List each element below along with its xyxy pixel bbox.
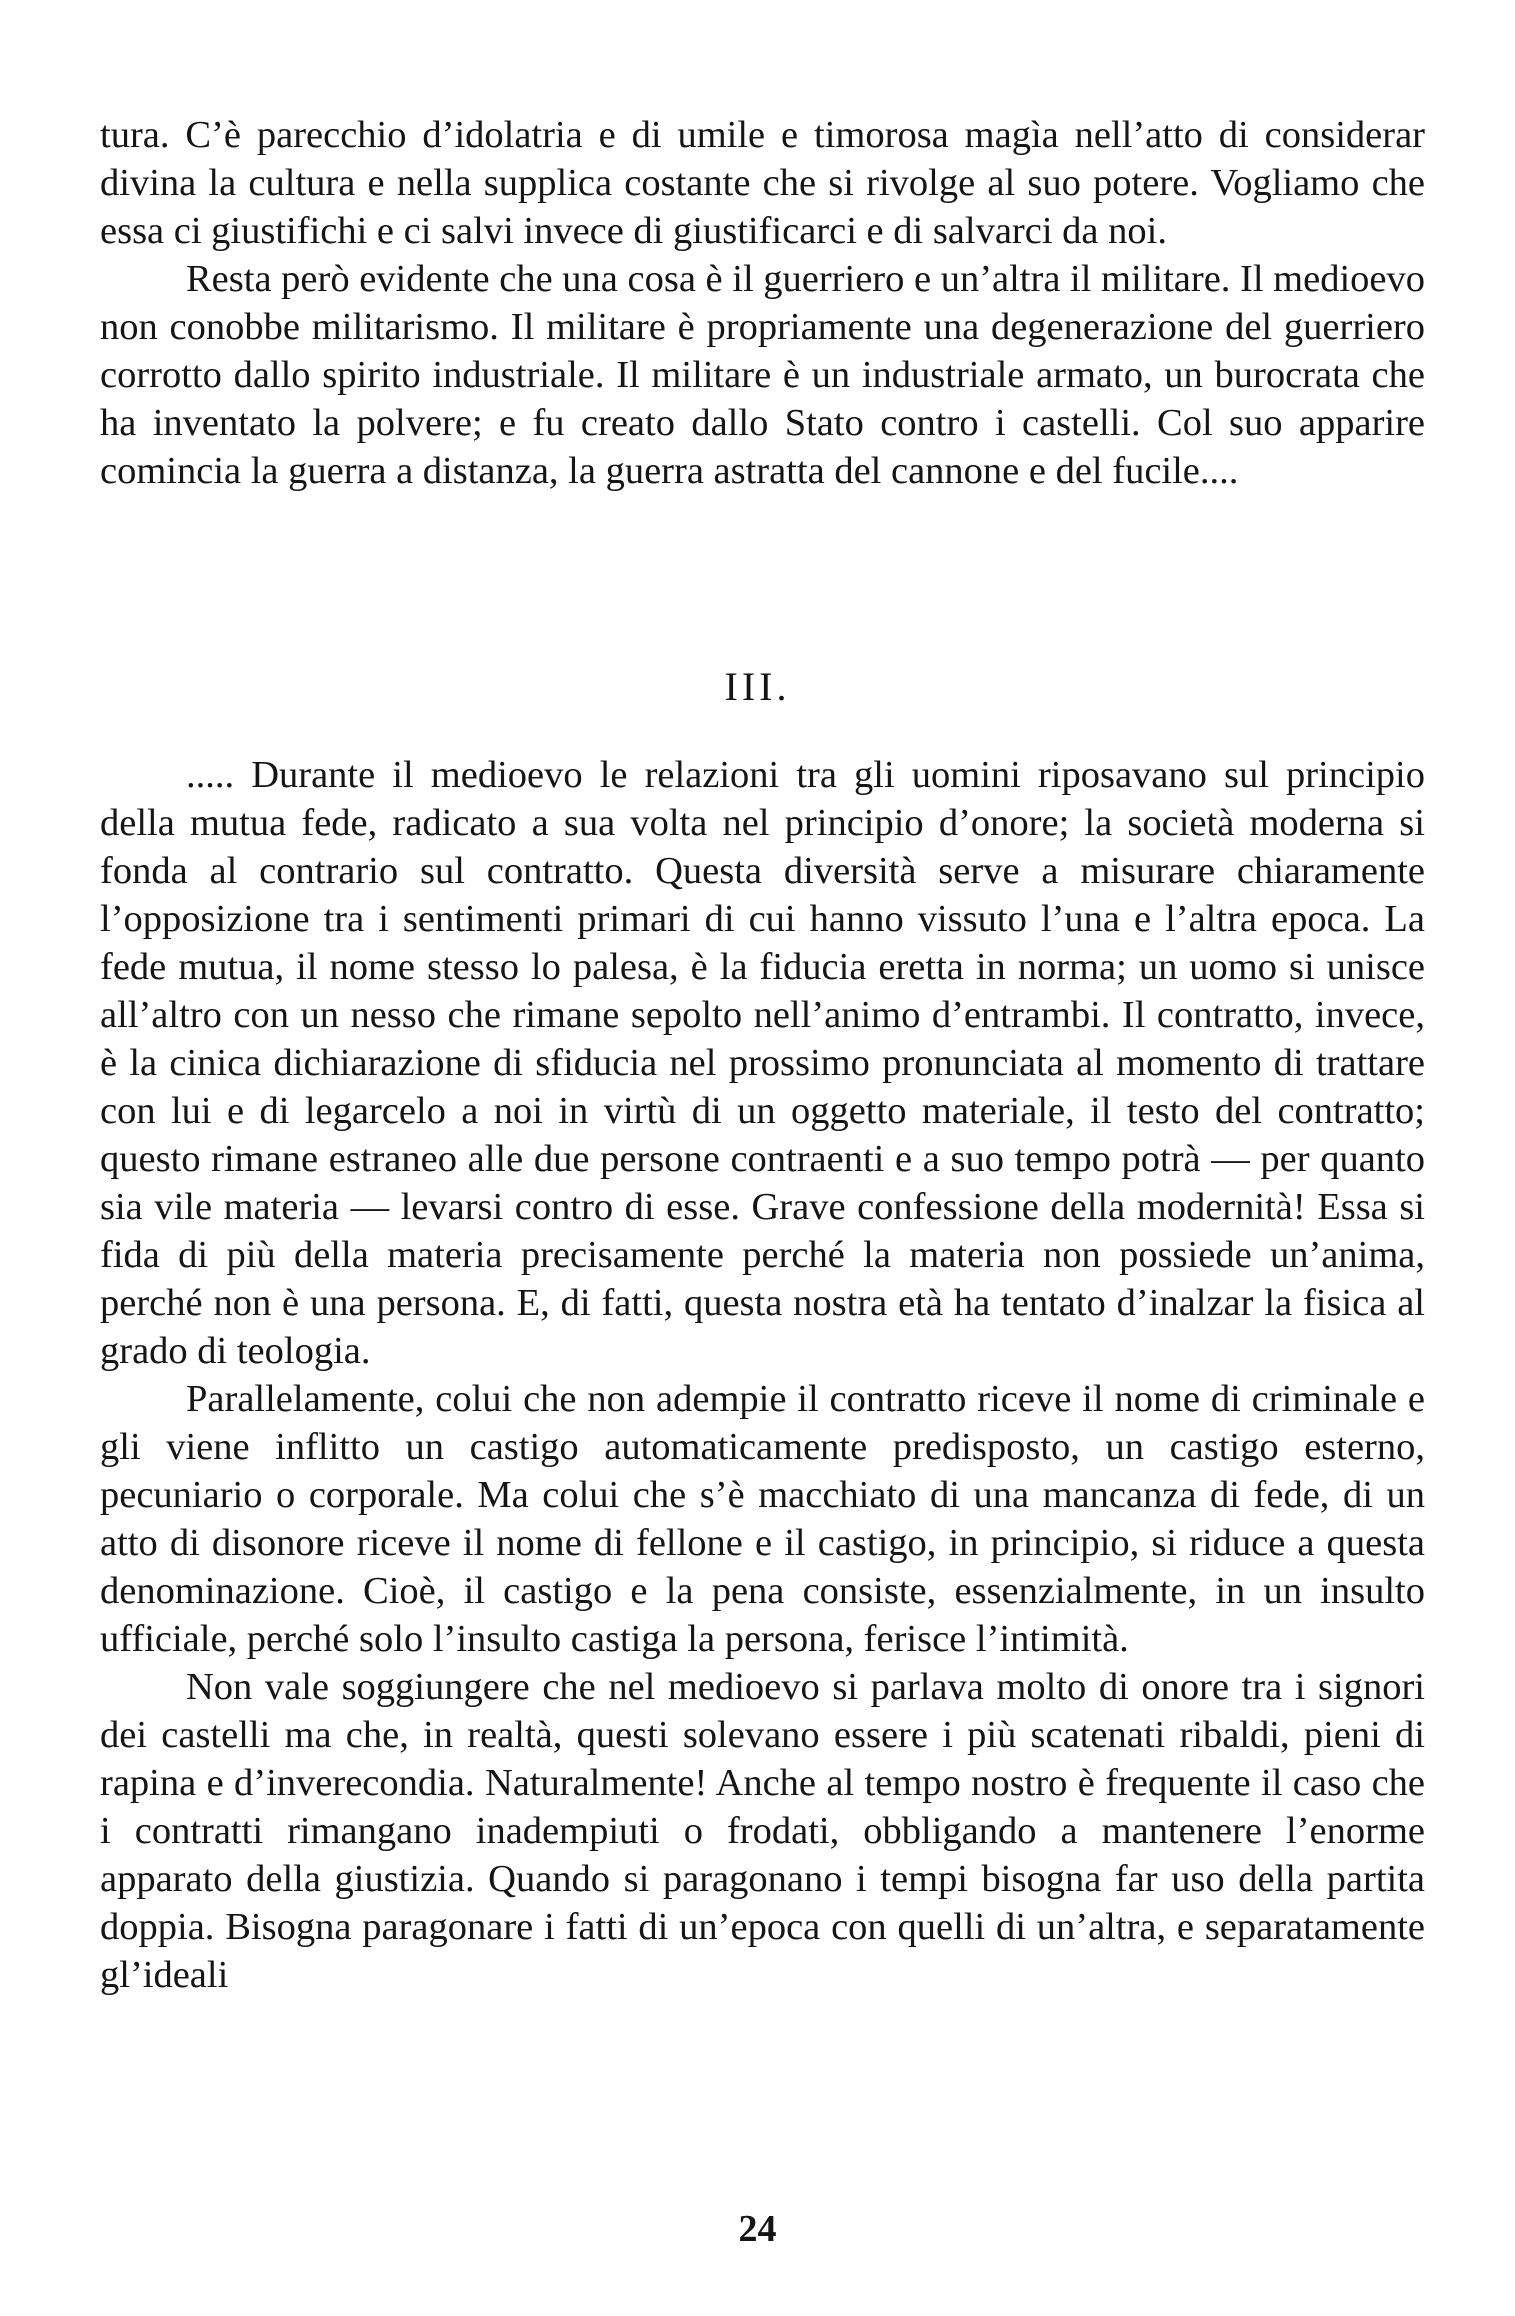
paragraph-parallelamente: Parallelamente, colui che non adempie il contratto riceve il nome di criminale e gli viene inflitto un castigo automaticamente predisposto, un castigo esterno, pecuniario o corporale. Ma colui che s’è macchiato di una mancanza di fede, di un atto di disonore riceve il nome di fellone e il castigo, in principio, si riduce a questa denominazione. Cioè, il castigo e la pena consiste, essenzialmente, in un insulto ufficiale, perché solo l’insulto castiga la persona, ferisce l’intimità. bbox=[100, 1378, 1425, 1660]
paragraph-continuation: tura. C’è parecchio d’idolatria e di umile e timorosa magìa nell’atto di considerar divina la cultura e nella supplica costante che si rivolge al suo potere. Vogliamo che essa ci giustifichi e ci salvi invece di giustificarci e di salvarci da noi. bbox=[100, 114, 1425, 252]
section-heading: III. bbox=[724, 664, 791, 709]
paragraph-mutua-fede: ..... Durante il medioevo le relazioni tra gli uomini riposavano sul principio della mutua fede, radicato a sua volta nel principio d’onore; la società moderna si fonda al contrario sul contratto. Questa diversità serve a misurare chiaramente l’opposizione tra i sentimenti primari di cui hanno vissuto l’una e l’altra epoca. La fede mutua, il nome stesso lo palesa, è la fiducia eretta in norma; un uomo si unisce all’altro con un nesso che rimane sepolto nell’animo d’entrambi. Il contratto, invece, è la cinica dichiarazione di sfiducia nel prossimo pronunciata al momento di trattare con lui e di legarcelo a noi in virtù di un oggetto materiale, il testo del contratto; questo rimane estraneo alle due persone contraenti e a suo tempo potrà — per quanto sia vile materia — levarsi contro di esse. Grave confessione della modernità! Essa si fida di più della materia precisamente perché la materia non possiede un’anima, perché non è una persona. E, di fatti, questa nostra età ha tentato d’inalzar la fisica al grado di teologia. bbox=[100, 754, 1425, 1372]
section-one-text bbox=[100, 111, 1425, 495]
section-two-text bbox=[100, 751, 1425, 1999]
paragraph-non-vale: Non vale soggiungere che nel medioevo si parlava molto di onore tra i signori dei castelli ma che, in realtà, questi solevano essere i più scatenati ribaldi, pieni di rapina e d’inverecondia. Naturalmente! Anche al tempo nostro è frequente il caso che i contratti rimangano inadempiuti o frodati, obbligando a mantenere l’enorme apparato della giustizia. Quando si paragonano i tempi bisogna far uso della partita doppia. Bisogna paragonare i fatti di un’epoca con quelli di un’altra, e separatamente gl’ideali bbox=[100, 1666, 1425, 1996]
paragraph-guerriero-militare: Resta però evidente che una cosa è il guerriero e un’altra il militare. Il medioevo non conobbe militarismo. Il militare è propriamente una degenerazione del guerriero corrotto dallo spirito industriale. Il militare è un industriale armato, un burocrata che ha inventato la polvere; e fu creato dallo Stato contro i castelli. Col suo apparire comincia la guerra a distanza, la guerra astratta del cannone e del fucile.... bbox=[100, 258, 1425, 492]
page-number: 24 bbox=[738, 2208, 777, 2250]
